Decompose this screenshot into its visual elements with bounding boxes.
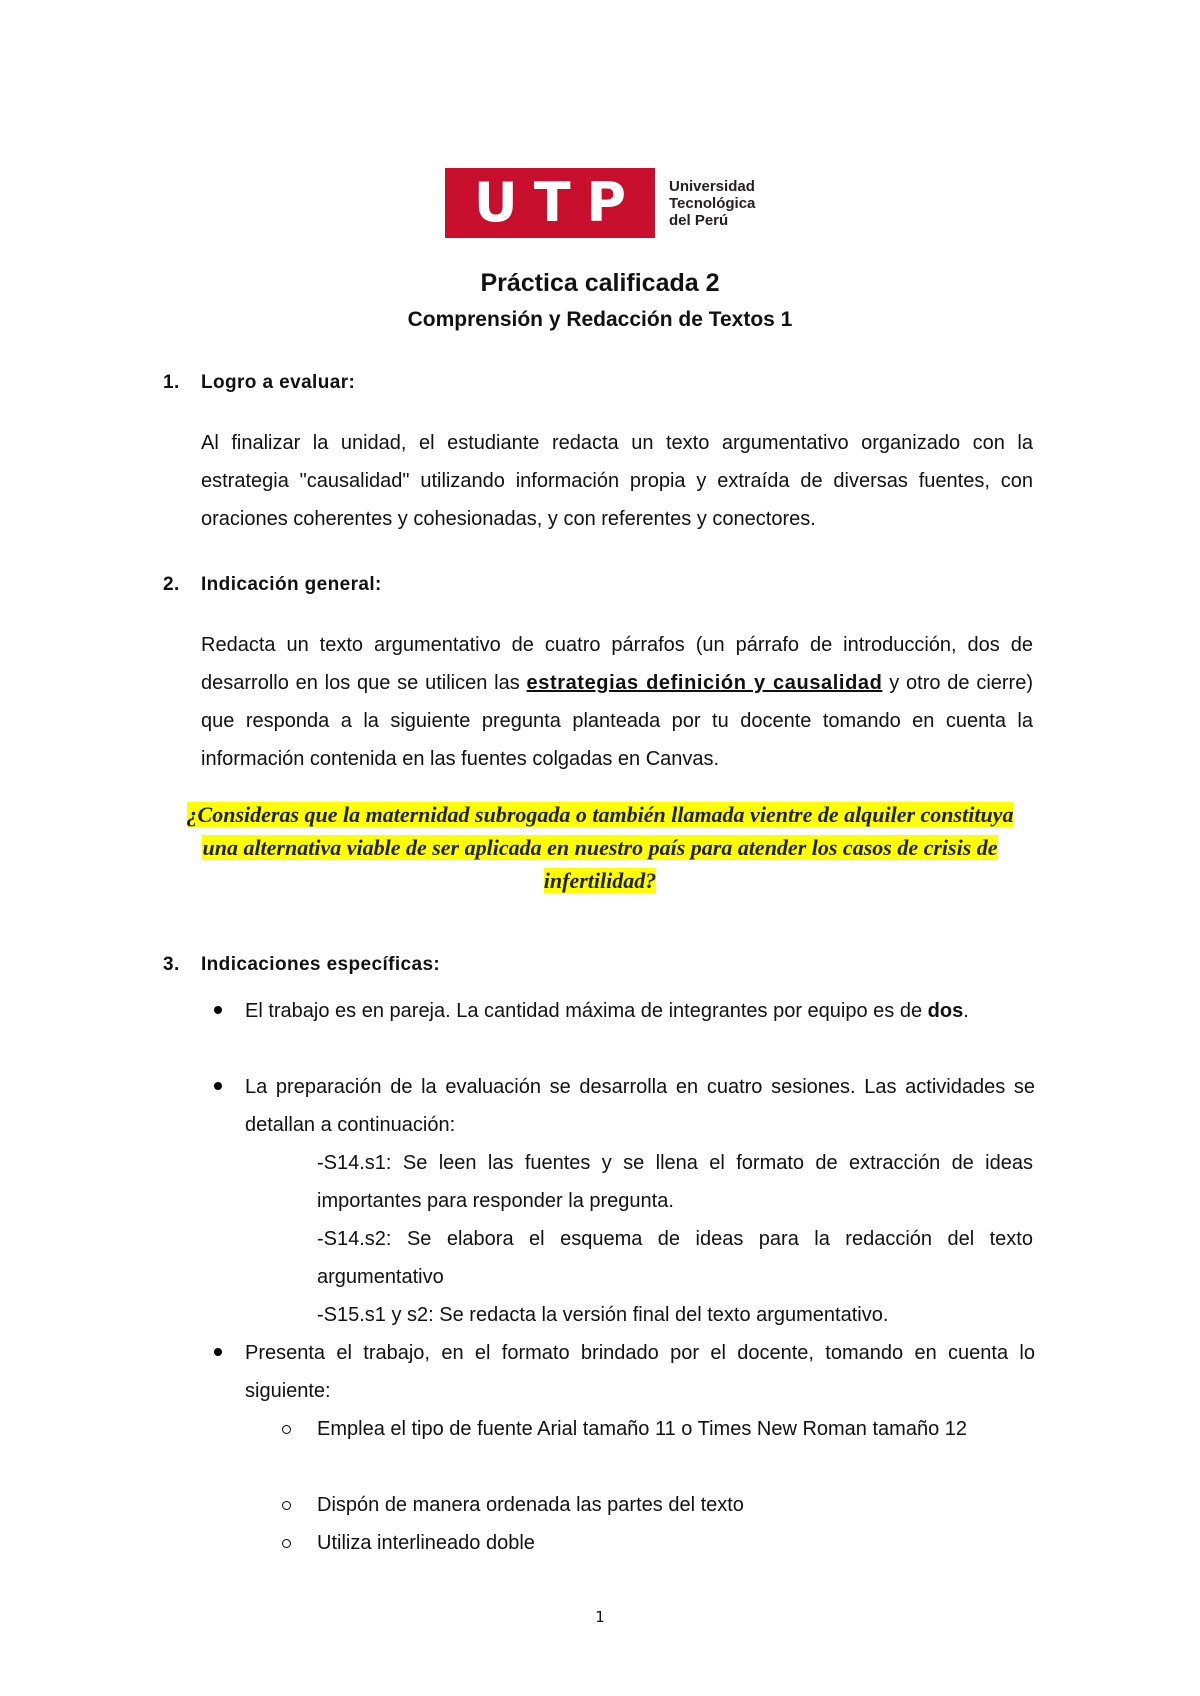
session-item-1: -S14.s1: Se leen las fuentes y se llena el formato de extracción de ideas importantes para responder la pregunta. bbox=[317, 1152, 1033, 1212]
logo-line-2: Tecnológica bbox=[669, 194, 756, 212]
bullet-item-3 bbox=[201, 1334, 1035, 1410]
session-item-2: -S14.s2: Se elabora el esquema de ideas para la redacción del texto argumentativo bbox=[317, 1228, 1033, 1288]
bullet-3-text: Presenta el trabajo, en el formato brindado por el docente, tomando en cuenta lo siguiente: bbox=[245, 1342, 1035, 1402]
bullet-1-bold: dos bbox=[927, 1000, 964, 1022]
section-1-text: Al finalizar la unidad, el estudiante redacta un texto argumentativo organizado con la estrategia "causalidad" utilizando información propia y extraída de diversas fuentes, con oraciones coherentes y cohesionadas, y con referentes y conectores. bbox=[201, 432, 1033, 530]
logo-letters: UTP bbox=[473, 171, 643, 234]
section-2-number: 2. bbox=[163, 574, 180, 595]
document-title: Práctica calificada 2 bbox=[480, 269, 720, 297]
section-2-text bbox=[201, 626, 1033, 778]
logo-line-1: Universidad bbox=[669, 177, 755, 195]
format-item-2 bbox=[280, 1486, 1036, 1524]
bullet-dot-icon bbox=[214, 1082, 222, 1090]
section-3-number: 3. bbox=[163, 954, 180, 975]
session-item-3: -S15.s1 y s2: Se redacta la versión final del texto argumentativo. bbox=[317, 1304, 889, 1326]
page-number: 1 bbox=[595, 1608, 605, 1626]
format-item-1 bbox=[280, 1410, 1036, 1448]
bullet-2-text: La preparación de la evaluación se desarrolla en cuatro sesiones. Las actividades se detallan a continuación: bbox=[245, 1076, 1035, 1136]
bullet-item-2 bbox=[201, 1068, 1035, 1144]
section-2-text-after: y otro de cierre) que responda a la siguiente pregunta planteada por tu docente tomando en cuenta la información contenida en las fuentes colgadas en Canvas. bbox=[201, 672, 1033, 770]
format-item-3 bbox=[280, 1524, 1036, 1562]
section-2-emphasis: estrategias definición y causalidad bbox=[526, 672, 883, 694]
section-3-heading bbox=[163, 954, 440, 976]
section-1-title: Logro a evaluar: bbox=[201, 372, 356, 393]
section-2-title: Indicación general: bbox=[201, 574, 382, 595]
section-2-heading bbox=[163, 574, 382, 596]
format-item-2-text: Dispón de manera ordenada las partes del texto bbox=[317, 1494, 744, 1516]
circle-bullet-icon bbox=[282, 1425, 291, 1434]
bullet-dot-icon bbox=[214, 1006, 222, 1014]
utp-logo bbox=[445, 168, 755, 238]
document-subtitle: Comprensión y Redacción de Textos 1 bbox=[407, 308, 793, 331]
section-2-text-before: Redacta un texto argumentativo de cuatro párrafos (un párrafo de introducción, dos de desarrollo en los que se utilicen las bbox=[201, 634, 1033, 694]
format-item-3-text: Utiliza interlineado doble bbox=[317, 1532, 535, 1554]
logo-red-block bbox=[445, 168, 655, 238]
circle-bullet-icon bbox=[282, 1539, 291, 1548]
question-text: ¿Consideras que la maternidad subrogada o también llamada vientre de alquiler constituya una alternativa viable de ser aplicada en nuestro país para atender los casos de crisis de infertilidad? bbox=[186, 802, 1014, 893]
logo-university-name bbox=[669, 178, 755, 229]
section-3-title: Indicaciones específicas: bbox=[201, 954, 441, 975]
format-item-1-text: Emplea el tipo de fuente Arial tamaño 11 o Times New Roman tamaño 12 bbox=[317, 1418, 967, 1440]
bullet-dot-icon bbox=[214, 1348, 222, 1356]
circle-bullet-icon bbox=[282, 1501, 291, 1510]
section-1-number: 1. bbox=[163, 372, 180, 393]
bullet-item-1 bbox=[201, 992, 1035, 1030]
section-1-heading bbox=[163, 372, 355, 394]
bullet-1-text: El trabajo es en pareja. La cantidad máxima de integrantes por equipo es de dos. bbox=[245, 1000, 969, 1022]
highlighted-question bbox=[180, 798, 1020, 897]
logo-line-3: del Perú bbox=[669, 211, 729, 229]
